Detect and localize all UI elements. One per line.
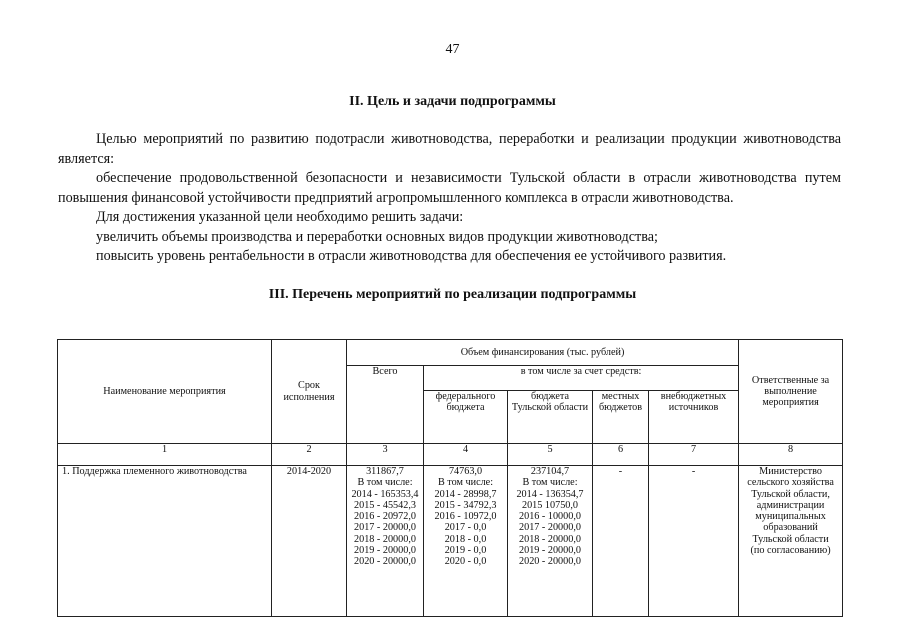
total-line: 2015 - 45542,3: [354, 499, 416, 511]
header-regional: бюджета Тульской области: [508, 391, 593, 444]
column-number: 5: [508, 444, 593, 466]
responsible-line: Тульской области,: [751, 488, 830, 500]
header-term: Срок исполнения: [272, 340, 347, 444]
regional-cell: [508, 466, 593, 617]
regional-line: 2016 - 10000,0: [519, 511, 581, 523]
header-extra: внебюджетных источников: [649, 391, 739, 444]
federal-line: В том числе:: [437, 477, 494, 489]
regional-line: 2017 - 20000,0: [519, 522, 581, 534]
regional-line: 2018 - 20000,0: [519, 533, 581, 545]
measure-name: 1. Поддержка племенного животноводства: [58, 466, 272, 617]
header-local: местных бюджетов: [593, 391, 649, 444]
goal-paragraph: обеспечение продовольственной безопасности и независимости Тульской области в отрасли животноводства путем повышения финансовой устойчивости предприятий агропромышленного комплекса в отрасли животноводства.: [58, 170, 841, 206]
responsible-line: сельского хозяйства: [747, 477, 834, 489]
regional-line: 237104,7: [530, 466, 570, 477]
responsible-line: Министерство: [759, 466, 822, 477]
federal-line: 2020 - 0,0: [444, 556, 487, 568]
goal-paragraph: увеличить объемы производства и переработки основных видов продукции животноводства;: [96, 228, 658, 245]
responsible-line: муниципальных: [755, 511, 826, 523]
header-including: в том числе за счет средств:: [424, 366, 739, 391]
extra-cell: -: [649, 466, 739, 617]
responsible-line: Тульской области: [752, 533, 829, 545]
goal-text: [58, 130, 841, 267]
section-3-title: III. Перечень мероприятий по реализации подпрограммы: [268, 287, 637, 302]
measure-term: 2014-2020: [272, 466, 347, 617]
header-federal: федерального бюджета: [424, 391, 508, 444]
federal-line: 2019 - 0,0: [444, 545, 487, 557]
responsible-line: образований: [763, 522, 818, 534]
regional-line: 2015 10750,0: [521, 499, 579, 511]
total-line: 2014 - 165353,4: [351, 488, 419, 500]
column-number: 6: [593, 444, 649, 466]
table-row: [58, 466, 843, 617]
total-line: 2018 - 20000,0: [354, 533, 416, 545]
header-name: Наименование мероприятия: [58, 340, 272, 444]
regional-line: 2019 - 20000,0: [519, 545, 581, 557]
goal-paragraph: Для достижения указанной цели необходимо решить задачи:: [96, 209, 464, 225]
federal-line: 2014 - 28998,7: [434, 488, 497, 500]
responsible-line: (по согласованию): [750, 545, 831, 557]
responsible-cell: [739, 466, 843, 617]
column-number: 7: [649, 444, 739, 466]
responsible-line: администрации: [756, 499, 825, 511]
federal-cell: [424, 466, 508, 617]
goal-paragraph: повысить уровень рентабельности в отрасли животноводства для обеспечения ее устойчивого развития.: [96, 248, 727, 264]
header-funding: Объем финансирования (тыс. рублей): [347, 340, 739, 366]
total-line: 2019 - 20000,0: [354, 545, 416, 557]
column-number: 2: [272, 444, 347, 466]
total-line: 2017 - 20000,0: [354, 522, 416, 534]
total-cell: [347, 466, 424, 617]
total-line: 2016 - 20972,0: [354, 511, 416, 523]
section-2-title: II. Цель и задачи подпрограммы: [349, 94, 556, 109]
column-number: 8: [739, 444, 843, 466]
regional-line: В том числе:: [522, 477, 578, 489]
measures-table: [57, 339, 843, 617]
page-number: 47: [445, 42, 460, 57]
regional-line: 2020 - 20000,0: [519, 556, 581, 568]
local-cell: -: [593, 466, 649, 617]
federal-line: 74763,0: [448, 466, 483, 477]
regional-line: 2014 - 136354,7: [516, 488, 584, 500]
federal-line: 2018 - 0,0: [444, 533, 487, 545]
goal-paragraph: Целью мероприятий по развитию подотрасли животноводства, переработки и реализации продукции животноводства является:: [58, 131, 841, 167]
federal-line: 2017 - 0,0: [444, 522, 487, 534]
column-number: 1: [58, 444, 272, 466]
total-line: 2020 - 20000,0: [354, 556, 416, 568]
header-responsible: Ответственные за выполнение мероприятия: [739, 340, 843, 444]
federal-line: 2016 - 10972,0: [434, 511, 497, 523]
column-number: 4: [424, 444, 508, 466]
total-line: 311867,7: [366, 466, 404, 477]
total-line: В том числе:: [357, 477, 413, 489]
federal-line: 2015 - 34792,3: [434, 499, 497, 511]
header-total: Всего: [347, 366, 424, 444]
column-number: 3: [347, 444, 424, 466]
